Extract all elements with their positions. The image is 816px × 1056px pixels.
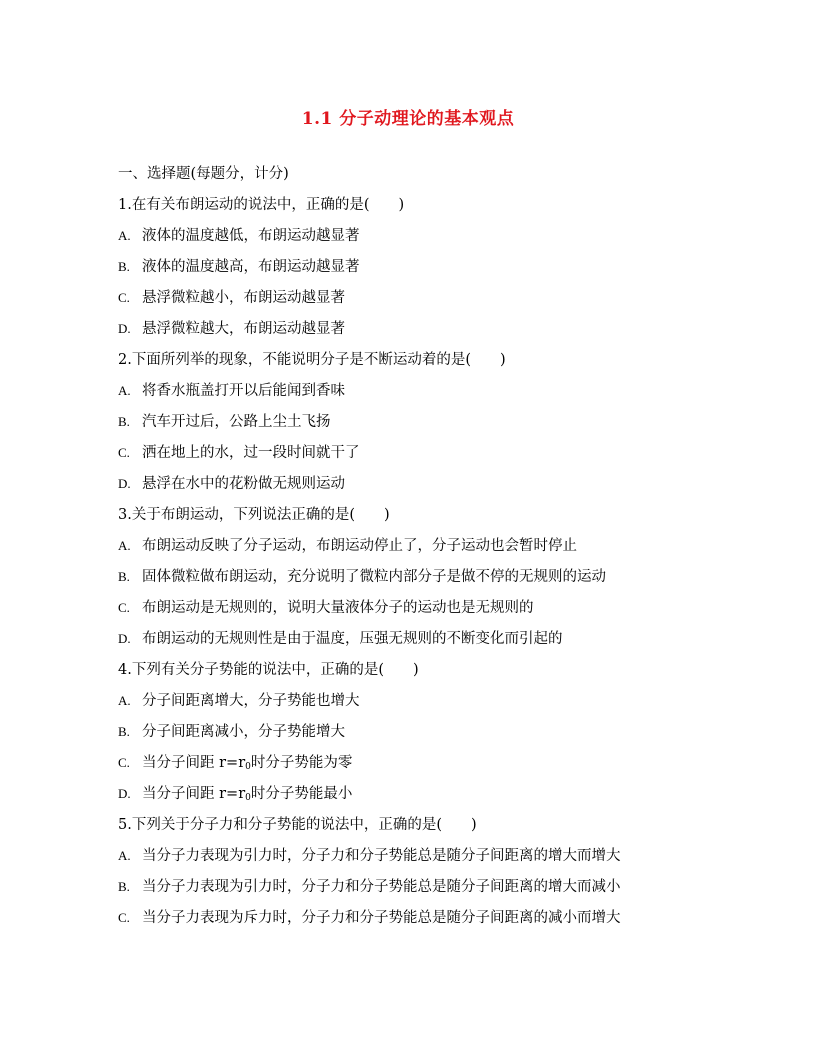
option-text: 悬浮在水中的花粉做无规则运动 [142, 476, 345, 492]
option-text-post: 时分子势能最小 [250, 786, 353, 802]
question-list [118, 163, 718, 938]
option-letter: D. [118, 476, 131, 491]
option-b [118, 256, 718, 287]
option-text: 当分子力表现为引力时，分子力和分子势能总是随分子间距离的增大而减小 [142, 879, 621, 895]
option-c [118, 907, 718, 938]
option-text: 固体微粒做布朗运动，充分说明了微粒内部分子是做不停的无规则的运动 [142, 569, 606, 585]
option-text: 悬浮微粒越小，布朗运动越显著 [142, 290, 345, 306]
page-title: 1.1 分子动理论的基本观点 [301, 109, 515, 129]
option-letter: C. [118, 910, 130, 925]
option-text: 当分子力表现为斥力时，分子力和分子势能总是随分子间距离的减小而增大 [142, 910, 621, 926]
option-b [118, 721, 718, 752]
question-stem: 3.关于布朗运动，下列说法正确的是( ) [118, 507, 390, 523]
option-c [118, 442, 718, 473]
option-d [118, 628, 718, 659]
option-letter: B. [118, 414, 130, 429]
option-text: 分子间距离减小，分子势能增大 [142, 724, 345, 740]
option-letter: D. [118, 786, 131, 801]
option-letter: B. [118, 259, 130, 274]
option-text: 悬浮微粒越大，布朗运动越显著 [142, 321, 345, 337]
option-a [118, 380, 718, 411]
question-stem: 1.在有关布朗运动的说法中，正确的是( ) [118, 197, 405, 213]
option-text: 分子间距离增大，分子势能也增大 [142, 693, 360, 709]
question-stem: 5.下列关于分子力和分子势能的说法中，正确的是( ) [118, 817, 477, 833]
question-stem: 2.下面所列举的现象，不能说明分子是不断运动着的是( ) [118, 352, 506, 368]
option-text: 洒在地上的水，过一段时间就干了 [142, 445, 360, 461]
option-text: 将香水瓶盖打开以后能闻到香味 [142, 383, 345, 399]
option-letter: B. [118, 569, 130, 584]
option-letter: B. [118, 879, 130, 894]
option-text: 布朗运动是无规则的，说明大量液体分子的运动也是无规则的 [142, 600, 534, 616]
option-c [118, 597, 718, 628]
option-d [118, 783, 718, 814]
option-a [118, 845, 718, 876]
option-letter: D. [118, 631, 131, 646]
subscript: 0 [245, 762, 251, 772]
option-text: 当分子力表现为引力时，分子力和分子势能总是随分子间距离的增大而增大 [142, 848, 621, 864]
option-d [118, 473, 718, 504]
option-letter: A. [118, 228, 131, 243]
option-text: 液体的温度越低，布朗运动越显著 [142, 228, 360, 244]
option-letter: C. [118, 600, 130, 615]
option-c [118, 752, 718, 783]
option-letter: C. [118, 445, 130, 460]
option-d [118, 318, 718, 349]
option-b [118, 411, 718, 442]
option-letter: A. [118, 848, 131, 863]
option-letter: A. [118, 383, 131, 398]
option-text-pre: 当分子间距 r=r [142, 755, 246, 771]
question-stem: 4.下列有关分子势能的说法中，正确的是( ) [118, 662, 419, 678]
option-a [118, 225, 718, 256]
option-text: 布朗运动反映了分子运动，布朗运动停止了，分子运动也会暂时停止 [142, 538, 577, 554]
option-letter: C. [118, 755, 130, 770]
option-a [118, 690, 718, 721]
option-letter: A. [118, 693, 131, 708]
option-letter: B. [118, 724, 130, 739]
option-text-pre: 当分子间距 r=r [142, 786, 246, 802]
option-letter: C. [118, 290, 130, 305]
section-heading: 一、选择题(每题分，计分) [118, 166, 289, 182]
option-b [118, 876, 718, 907]
option-text: 布朗运动的无规则性是由于温度，压强无规则的不断变化而引起的 [142, 631, 563, 647]
option-c [118, 287, 718, 318]
option-a [118, 535, 718, 566]
option-text: 液体的温度越高，布朗运动越显著 [142, 259, 360, 275]
option-b [118, 566, 718, 597]
subscript: 0 [245, 793, 251, 803]
option-text-post: 时分子势能为零 [250, 755, 353, 771]
option-letter: A. [118, 538, 131, 553]
option-text: 汽车开过后，公路上尘土飞扬 [142, 414, 331, 430]
option-letter: D. [118, 321, 131, 336]
